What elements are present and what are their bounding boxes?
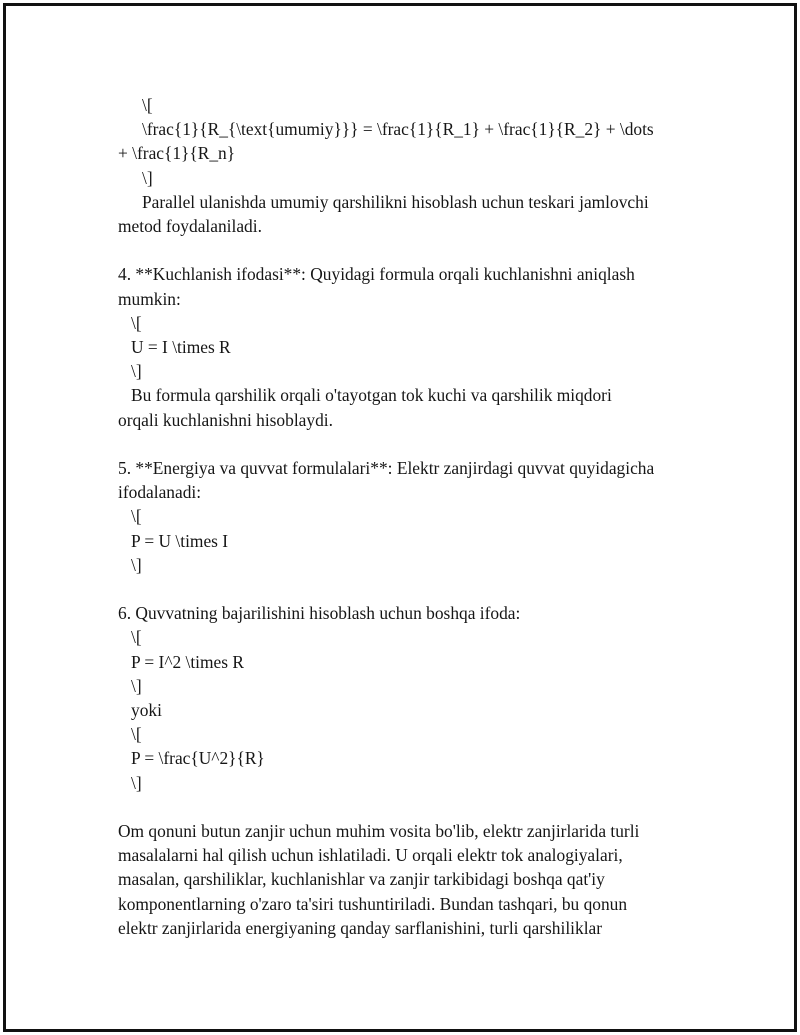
math-open-bracket: \[: [131, 627, 142, 648]
math-close-bracket: \]: [131, 675, 142, 696]
paragraph-line: masalan, qarshiliklar, kuchlanishlar va zanjir tarkibidagi boshqa qat'iy: [118, 869, 605, 890]
math-open-bracket: \[: [131, 312, 142, 333]
paragraph-line: komponentlarning o'zaro ta'siri tushuntiriladi. Bundan tashqari, bu qonun: [118, 893, 628, 914]
document-body: [118, 93, 690, 940]
math-close-bracket: \]: [142, 167, 153, 188]
math-close-bracket: \]: [131, 361, 142, 382]
item-5-heading: 5. **Energiya va quvvat formulalari**: Elektr zanjirdagi quvvat quyidagicha: [118, 458, 655, 479]
explanation-line-wrap: metod foydalaniladi.: [118, 216, 262, 237]
item-5-heading-wrap: ifodalanadi:: [118, 482, 202, 503]
math-open-bracket: \[: [131, 506, 142, 527]
math-open-bracket: \[: [131, 724, 142, 745]
math-close-bracket: \]: [131, 772, 142, 793]
paragraph-gap: [118, 238, 690, 262]
paragraph-line: masalalarni hal qilish uchun ishlatiladi. U orqali elektr tok analogiyalari,: [118, 845, 623, 866]
paragraph-gap: [118, 577, 690, 601]
formula-line: U = I \times R: [131, 337, 231, 358]
connector-word: yoki: [131, 700, 162, 721]
explanation-line: Parallel ulanishda umumiy qarshilikni hisoblash uchun teskari jamlovchi: [142, 191, 649, 212]
paragraph-line: Om qonuni butun zanjir uchun muhim vosita bo'lib, elektr zanjirlarida turli: [118, 821, 640, 842]
paragraph-line: elektr zanjirlarida energiyaning qanday sarflanishini, turli qarshiliklar: [118, 917, 603, 938]
math-open-bracket: \[: [142, 95, 153, 115]
item-6-heading: 6. Quvvatning bajarilishini hisoblash uchun boshqa ifoda:: [118, 603, 521, 624]
formula-line: P = I^2 \times R: [131, 651, 244, 672]
paragraph-gap: [118, 795, 690, 819]
item-4-heading: 4. **Kuchlanish ifodasi**: Quyidagi formula orqali kuchlanishni aniqlash: [118, 264, 635, 285]
explanation-line: Bu formula qarshilik orqali o'tayotgan tok kuchi va qarshilik miqdori: [131, 385, 612, 406]
formula-line: P = \frac{U^2}{R}: [131, 748, 265, 769]
formula-line: P = U \times I: [131, 530, 229, 551]
formula-line-wrap: + \frac{1}{R_n}: [118, 143, 236, 164]
math-close-bracket: \]: [131, 554, 142, 575]
paragraph-gap: [118, 432, 690, 456]
item-4-heading-wrap: mumkin:: [118, 288, 181, 309]
formula-line: \frac{1}{R_{\text{umumiy}}} = \frac{1}{R_1} + \frac{1}{R_2} + \dots: [142, 119, 654, 140]
explanation-line-wrap: orqali kuchlanishni hisoblaydi.: [118, 409, 333, 430]
